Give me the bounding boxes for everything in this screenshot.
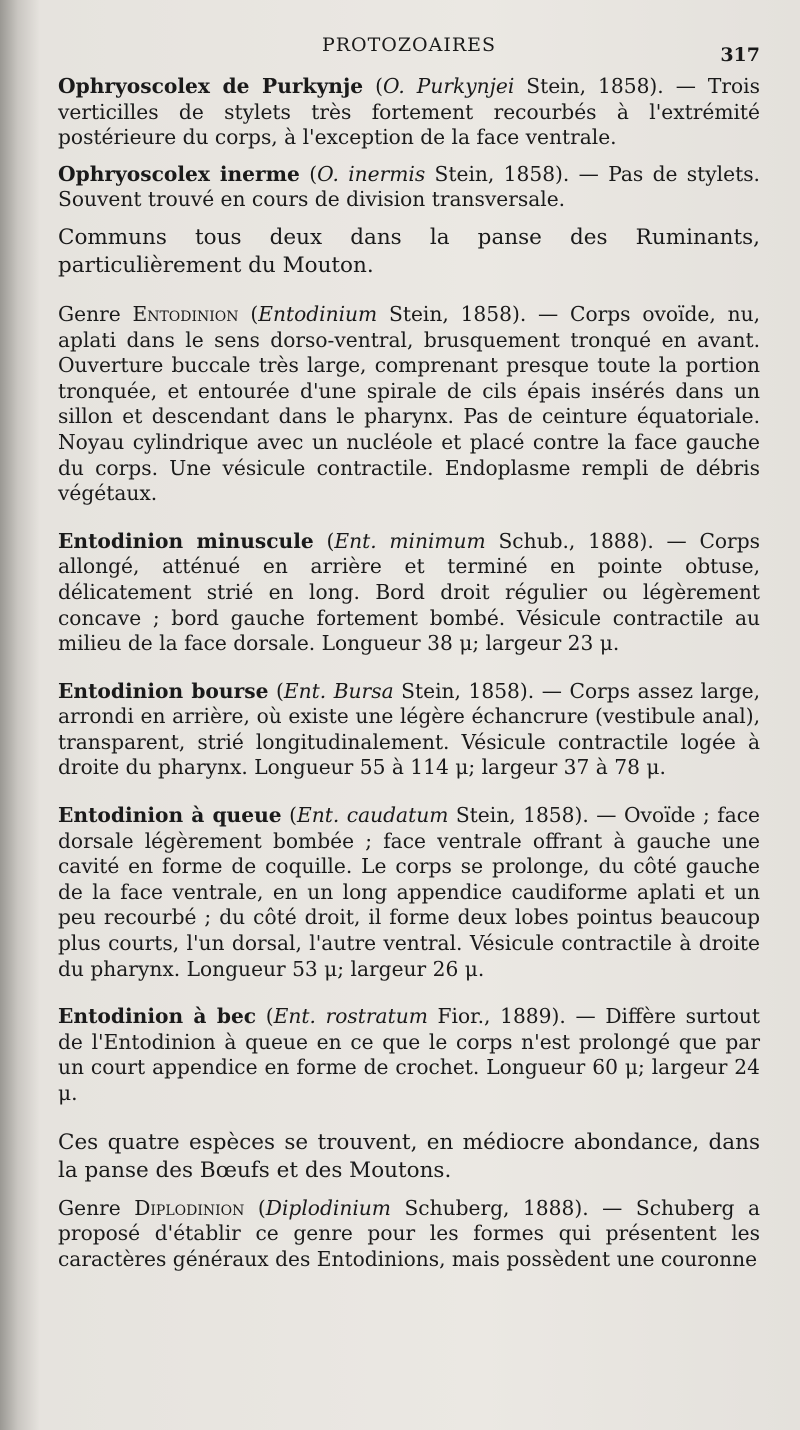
- author-citation: Stein, 1858). —: [425, 161, 609, 186]
- genre-diplodinion: Genre Diplodinion (Diplodinium Schuberg, 1888). — Schuberg a proposé d'établir ce genre pour les formes qui présentent les caractères généraux des Entodinions, mais possèdent une couronne: [58, 1195, 760, 1271]
- author-citation: Stein, 1858). —: [514, 74, 708, 98]
- entry-entodinion-bourse: Entodinion bourse (Ent. Bursa Stein, 1858). — Corps assez large, arrondi en arrière, où existe une légère échancrure (vestibule anal), transparent, strié longitudinalement. Vésicule contractile logée à droite du pharynx. Longueur 55 à 114 μ; largeur 37 à 78 μ.: [58, 678, 760, 780]
- genre-name: Entodinion: [132, 301, 239, 326]
- latin-name: Ent. minimum: [334, 528, 486, 553]
- page-number: 317: [720, 44, 760, 66]
- entry-entodinion-minuscule: Entodinion minuscule (Ent. minimum Schub., 1888). — Corps allongé, atténué en arrière et terminé en pointe obtuse, délicatement strié en long. Bord droit régulier ou légèrement concave ; bord gauche fortement bombé. Vésicule contractile au milieu de la face dorsale. Longueur 38 μ; largeur 23 μ.: [58, 528, 760, 656]
- latin-name: Ent. caudatum: [297, 803, 449, 828]
- author-citation: Stein, 1858). —: [377, 301, 570, 326]
- species-name: Entodinion bourse: [58, 678, 269, 703]
- description: Schuberg a proposé d'établir ce genre pour les formes qui présentent les caractères généraux des Entodinions, mais possèdent une couronne: [58, 1195, 760, 1271]
- entry-ophryoscolex-inerme: Ophryoscolex inerme (O. inermis Stein, 1858). — Pas de stylets. Souvent trouvé en cours de division transversale.: [58, 161, 760, 212]
- latin-name: O. Purkynjei: [382, 74, 515, 98]
- note-quatre-especes: Ces quatre espèces se trouvent, en médiocre abondance, dans la panse des Bœufs et des Moutons.: [58, 1129, 760, 1183]
- species-name: Ophryoscolex inerme: [58, 161, 300, 186]
- description: Pas de stylets. Souvent trouvé en cours de division transversale.: [58, 161, 760, 212]
- description: Corps ovoïde, nu, aplati dans le sens dorso-ventral, brusquement tronqué en avant. Ouverture buccale très large, comprenant presque toute la portion tronquée, et entourée d'une spirale de cils épais insérés dans un sillon et descendant dans le pharynx. Pas de ceinture équatoriale. Noyau cylindrique avec un nucléole et placé contre la face gauche du corps. Une vésicule contractile. Endoplasme rempli de débris végétaux.: [58, 301, 760, 506]
- description: Trois verticilles de stylets très fortement recourbés à l'extrémité postérieure du corps, à l'exception de la face ventrale.: [58, 74, 760, 150]
- latin-name: O. inermis: [317, 161, 426, 186]
- species-name: Entodinion à bec: [58, 1004, 257, 1029]
- entry-entodinion-a-bec: Entodinion à bec (Ent. rostratum Fior., 1889). — Diffère surtout de l'Entodinion à queue en ce que le corps n'est prolongé que par un court appendice en forme de crochet. Longueur 60 μ; largeur 24 μ.: [58, 1004, 760, 1105]
- species-name: Entodinion à queue: [58, 803, 282, 828]
- species-name: Ophryoscolex de Purkynje: [58, 74, 364, 98]
- author-citation: Schub., 1888). —: [485, 528, 700, 553]
- note-communs: Communs tous deux dans la panse des Ruminants, particulièrement du Mouton.: [58, 224, 760, 278]
- latin-name: Ent. rostratum: [273, 1004, 428, 1029]
- running-title: PROTOZOAIRES: [321, 34, 497, 56]
- description: Diffère surtout de l'Entodinion à queue en ce que le corps n'est prolongé que par un court appendice en forme de crochet. Longueur 60 μ; largeur 24 μ.: [58, 1004, 760, 1105]
- author-citation: Schuberg, 1888). —: [390, 1195, 636, 1220]
- description: Corps assez large, arrondi en arrière, où existe une légère échancrure (vestibule anal), transparent, strié longitudinalement. Vésicule contractile logée à droite du pharynx. Longueur 55 à 114 μ; largeur 37 à 78 μ.: [58, 678, 760, 780]
- latin-name: Ent. Bursa: [283, 678, 394, 703]
- description: Corps allongé, atténué en arrière et terminé en pointe obtuse, délicatement strié en long. Bord droit régulier ou légèrement concave ; bord gauche fortement bombé. Vésicule contractile au milieu de la face dorsale. Longueur 38 μ; largeur 23 μ.: [58, 528, 760, 656]
- page-header: [58, 30, 760, 74]
- author-citation: Stein, 1858). —: [448, 803, 624, 828]
- latin-name: Entodinium: [258, 301, 378, 326]
- species-name: Entodinion minuscule: [58, 528, 314, 553]
- entry-entodinion-a-queue: Entodinion à queue (Ent. caudatum Stein, 1858). — Ovoïde ; face dorsale légèrement bombée ; face ventrale offrant à gauche une cavité en forme de coquille. Le corps se prolonge, du côté gauche de la face ventrale, en un long appendice caudiforme aplati et un peu recourbé ; du côté droit, il forme deux lobes pointus beaucoup plus courts, l'un dorsal, l'autre ventral. Vésicule contractile à droite du pharynx. Longueur 53 μ; largeur 26 μ.: [58, 803, 761, 981]
- latin-name: Diplodinium: [265, 1195, 391, 1220]
- genre-entodinion: Genre Entodinion (Entodinium Stein, 1858). — Corps ovoïde, nu, aplati dans le sens dorso-ventral, brusquement tronqué en avant. Ouverture buccale très large, comprenant presque toute la portion tronquée, et entourée d'une spirale de cils épais insérés dans un sillon et descendant dans le pharynx. Pas de ceinture équatoriale. Noyau cylindrique avec un nucléole et placé contre la face gauche du corps. Une vésicule contractile. Endoplasme rempli de débris végétaux.: [58, 301, 760, 506]
- genre-name: Diplodinion: [134, 1195, 245, 1220]
- author-citation: Stein, 1858). —: [393, 678, 570, 703]
- entry-ophryoscolex-purkynje: Ophryoscolex de Purkynje (O. Purkynjei Stein, 1858). — Trois verticilles de stylets très fortement recourbés à l'extrémité postérieure du corps, à l'exception de la face ventrale.: [58, 74, 760, 150]
- description: Ovoïde ; face dorsale légèrement bombée ; face ventrale offrant à gauche une cavité en forme de coquille. Le corps se prolonge, du côté gauche de la face ventrale, en un long appendice caudiforme aplati et un peu recourbé ; du côté droit, il forme deux lobes pointus beaucoup plus courts, l'un dorsal, l'autre ventral. Vésicule contractile à droite du pharynx. Longueur 53 μ; largeur 26 μ.: [58, 803, 761, 981]
- author-citation: Fior., 1889). —: [427, 1004, 606, 1029]
